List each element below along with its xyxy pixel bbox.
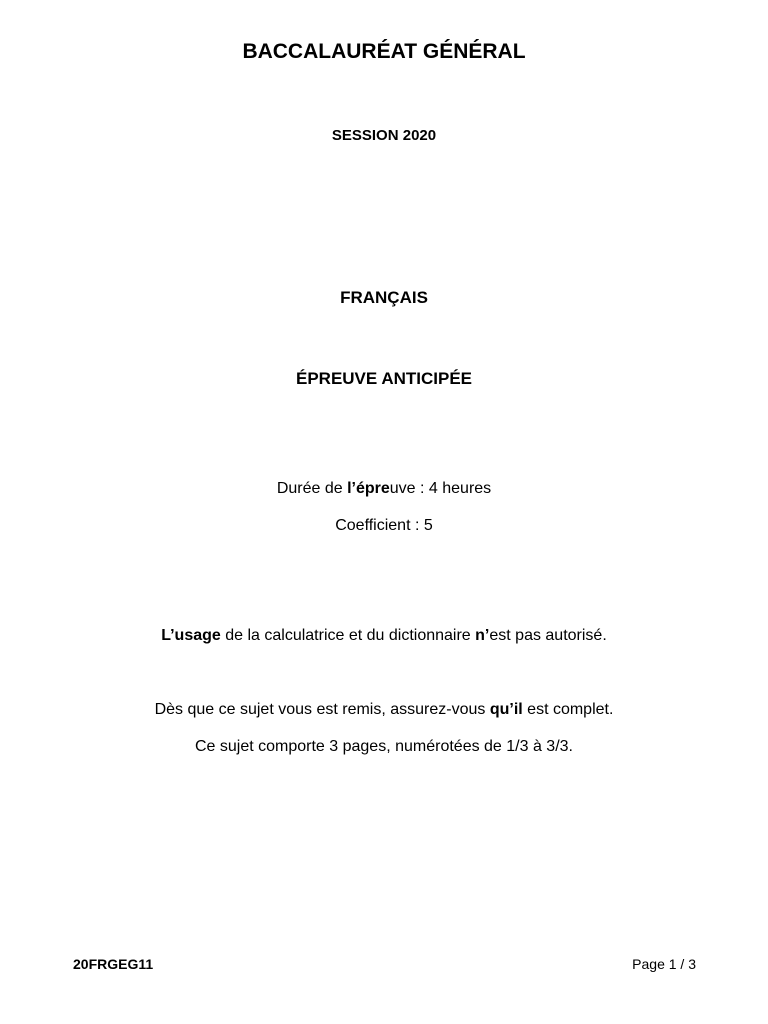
pages-note: Ce sujet comporte 3 pages, numérotées de 1/3 à 3/3. (194, 738, 573, 755)
footer-page-number: Page 1 / 3 (632, 956, 696, 972)
duration-bold: l’épre (347, 480, 390, 497)
notice-bold-n: n’ (475, 627, 490, 644)
session-label: SESSION 2020 (331, 127, 437, 144)
notice-text-2: est pas autorisé. (489, 627, 607, 644)
exam-type-title: ÉPREUVE ANTICIPÉE (295, 369, 473, 388)
check-bold-quil: qu’il (489, 701, 523, 718)
duration-prefix: Durée de (276, 480, 348, 497)
document-title: BACCALAURÉAT GÉNÉRAL (242, 40, 526, 63)
subject-title: FRANÇAIS (340, 288, 428, 307)
footer-subject-code: 20FRGEG11 (73, 956, 154, 972)
notice-text-1: de la calculatrice et du dictionnaire (220, 627, 476, 644)
duration-suffix: uve : 4 heures (389, 480, 492, 497)
notice-bold-usage: L’usage (161, 627, 221, 644)
check-text-1: Dès que ce sujet vous est remis, assurez-vous (154, 701, 490, 718)
calculator-notice (0, 627, 768, 645)
duration-line (0, 480, 768, 498)
completeness-check-line (0, 701, 768, 719)
coefficient-line: Coefficient : 5 (335, 517, 433, 534)
check-text-2: est complet. (522, 701, 614, 718)
